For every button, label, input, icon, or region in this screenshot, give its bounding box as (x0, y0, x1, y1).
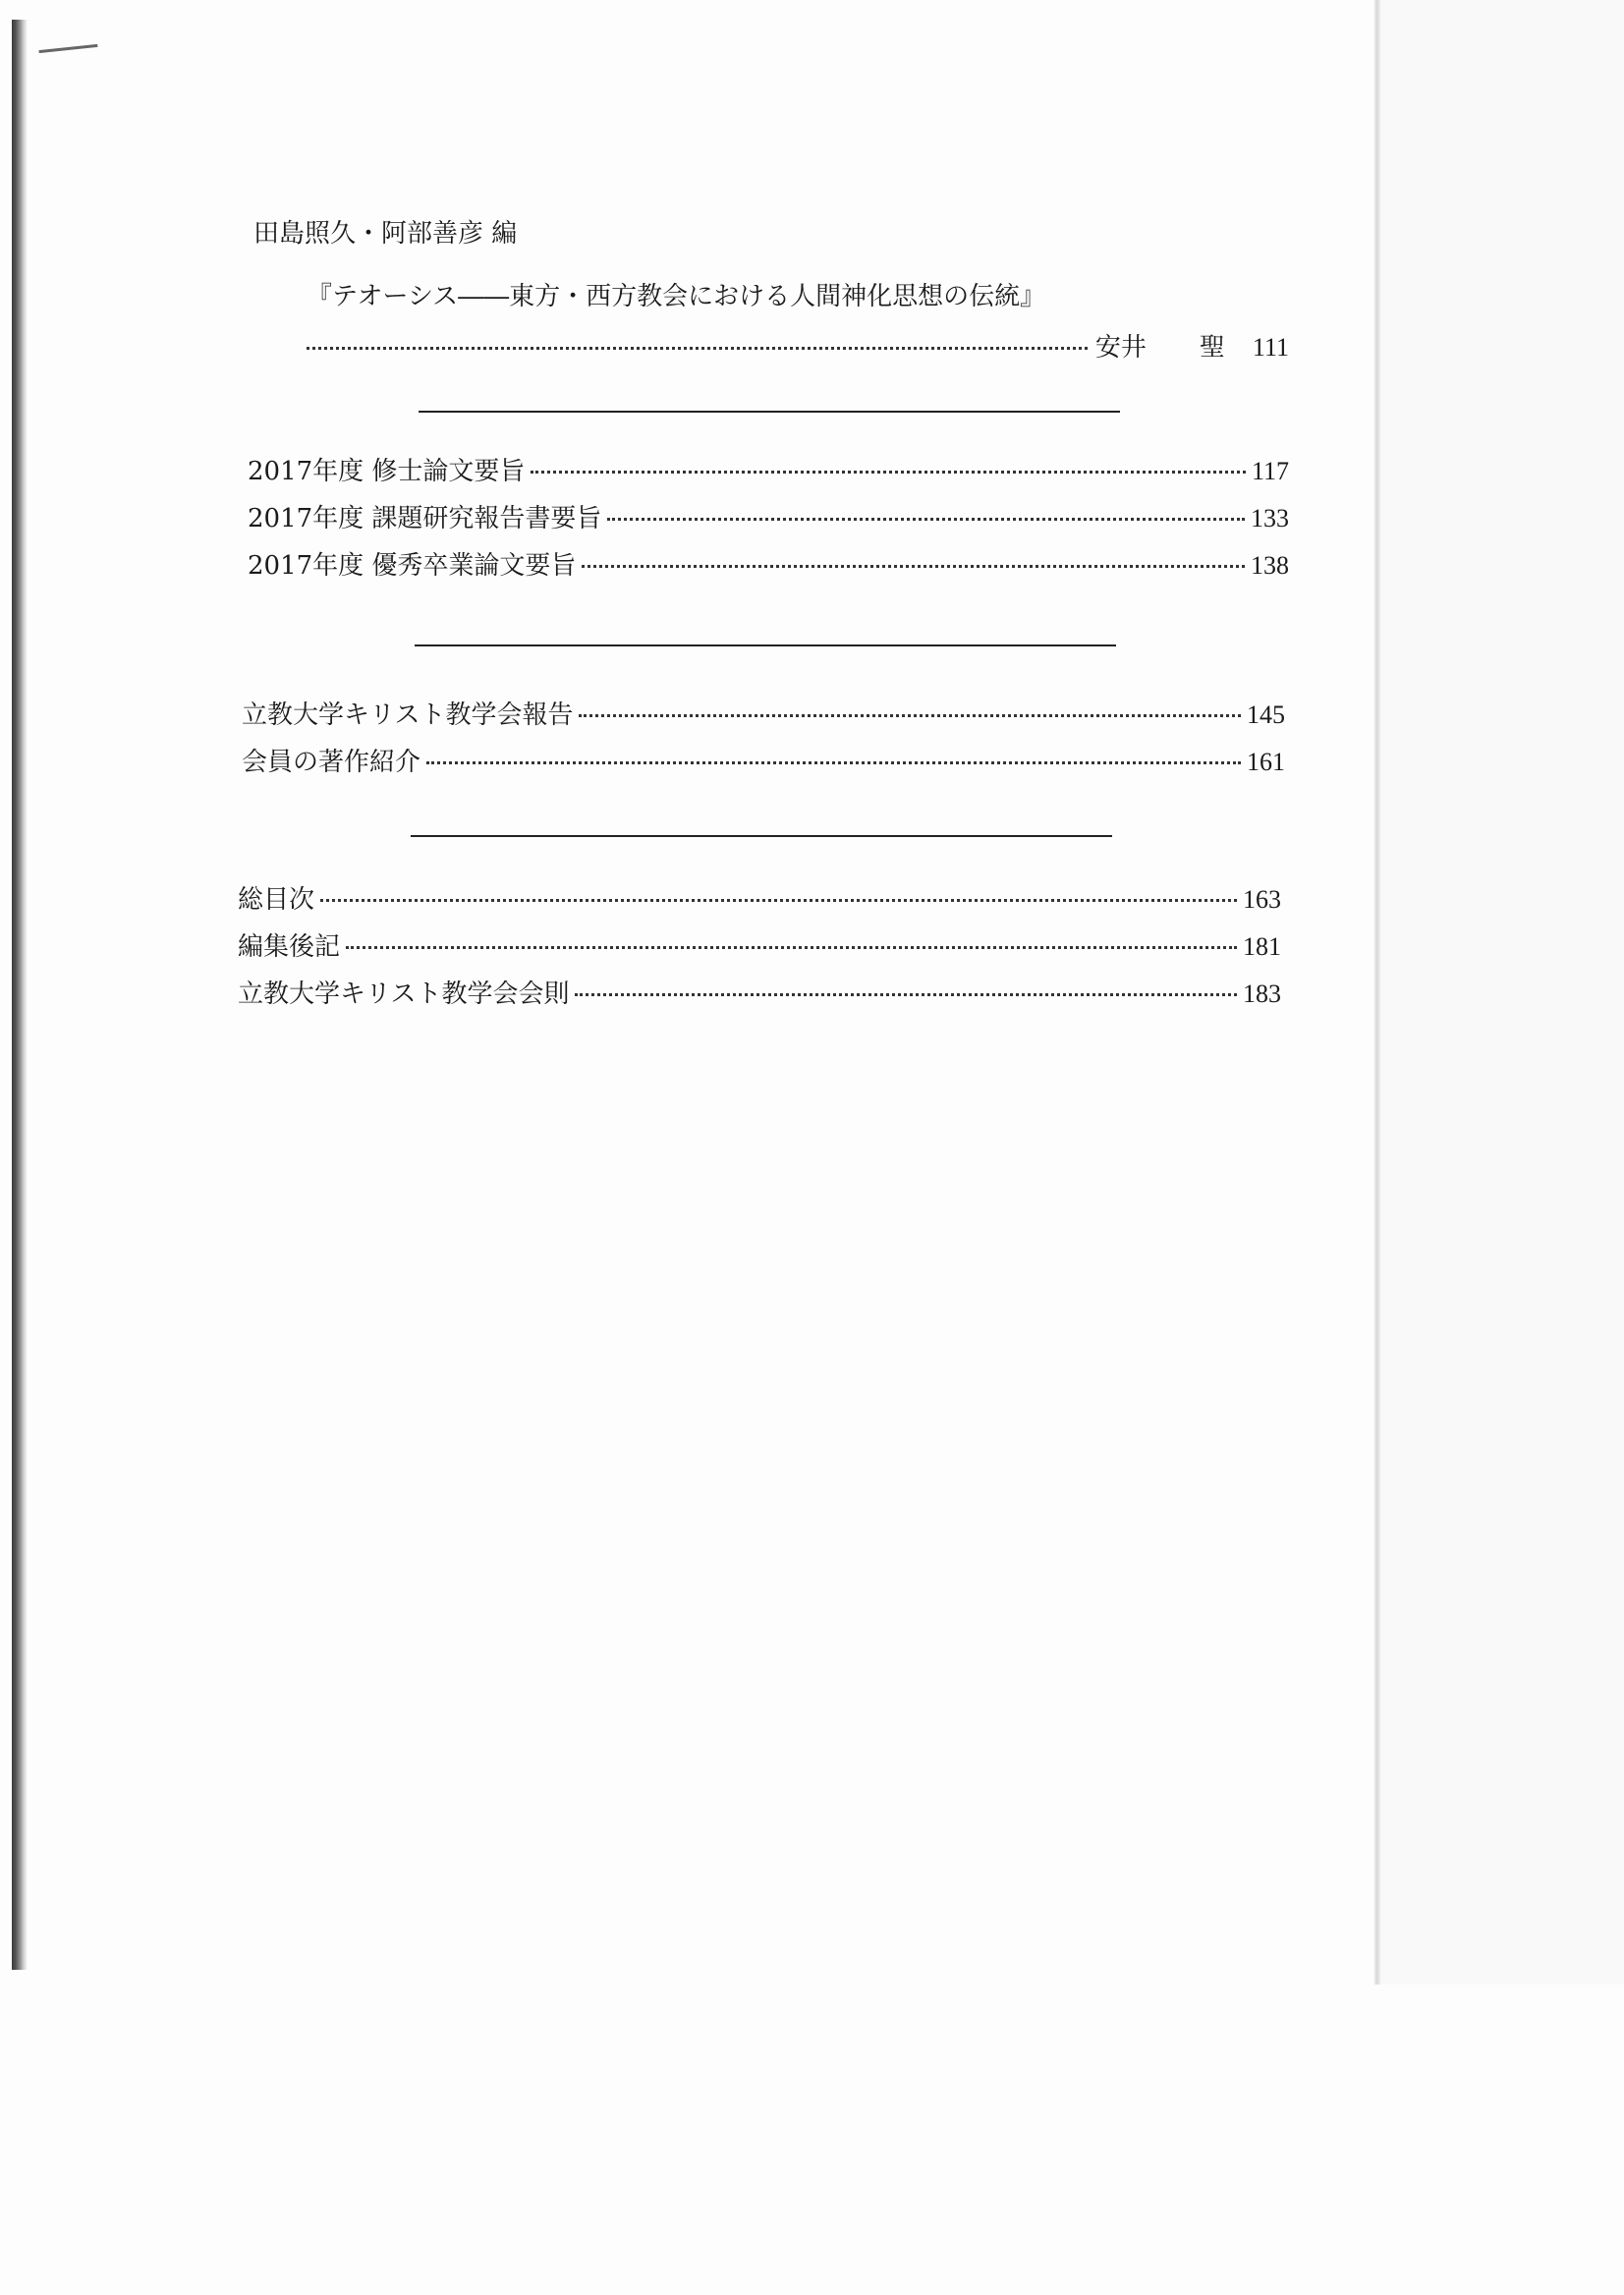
toc-entry (238, 884, 1281, 916)
review-author-row (307, 332, 1289, 364)
toc-entry-title: 2017年度 課題研究報告書要旨 (248, 504, 602, 533)
dot-leader (575, 993, 1237, 996)
toc-entry-page: 117 (1251, 457, 1289, 485)
toc-entry-title: 編集後記 (238, 932, 341, 962)
toc-entry-title: 総目次 (238, 885, 315, 915)
dot-leader (607, 518, 1245, 521)
reviewer-given-name: 聖 (1199, 333, 1225, 363)
toc-entry (248, 550, 1289, 582)
dot-leader (579, 714, 1241, 717)
scanner-left-edge (12, 20, 28, 1970)
toc-entry (248, 503, 1289, 534)
toc-entry-title: 立教大学キリスト教学会報告 (242, 700, 574, 730)
review-page-number: 111 (1252, 333, 1289, 362)
scanner-right-edge (1373, 0, 1381, 1985)
toc-entry-page: 183 (1243, 980, 1281, 1008)
review-author (1095, 332, 1225, 364)
dot-leader (320, 899, 1237, 902)
toc-entry (242, 747, 1285, 778)
toc-entry-title: 立教大学キリスト教学会会則 (238, 980, 570, 1009)
toc-entry-page: 133 (1251, 504, 1289, 532)
scanner-corner-mark (38, 44, 98, 63)
review-book-title: 『テオーシス――東方・西方教会における人間神化思想の伝統』 (307, 282, 1046, 311)
toc-entry-page: 181 (1243, 932, 1281, 961)
dot-leader (531, 471, 1246, 474)
toc-entry-title: 2017年度 修士論文要旨 (248, 457, 526, 486)
review-editors: 田島照久・阿部善彦 編 (253, 219, 518, 249)
dot-leader (346, 946, 1237, 949)
toc-entry (242, 700, 1285, 731)
toc-entry (248, 456, 1289, 487)
toc-entry (238, 931, 1281, 963)
dot-leader (426, 761, 1241, 764)
dot-leader (582, 565, 1245, 568)
toc-entry-page: 163 (1243, 885, 1281, 914)
toc-entry-page: 138 (1251, 551, 1289, 580)
toc-entry-page: 145 (1247, 700, 1285, 729)
toc-entry-page: 161 (1247, 748, 1285, 776)
section-divider (415, 644, 1116, 646)
toc-entry-title: 2017年度 優秀卒業論文要旨 (248, 551, 577, 581)
toc-entry-title: 会員の著作紹介 (242, 748, 421, 777)
dot-leader (307, 347, 1088, 350)
scanner-right-margin (1381, 0, 1624, 1985)
section-divider (411, 835, 1112, 837)
section-divider (419, 411, 1120, 413)
toc-entry (238, 979, 1281, 1010)
reviewer-family-name: 安井 (1094, 333, 1147, 363)
